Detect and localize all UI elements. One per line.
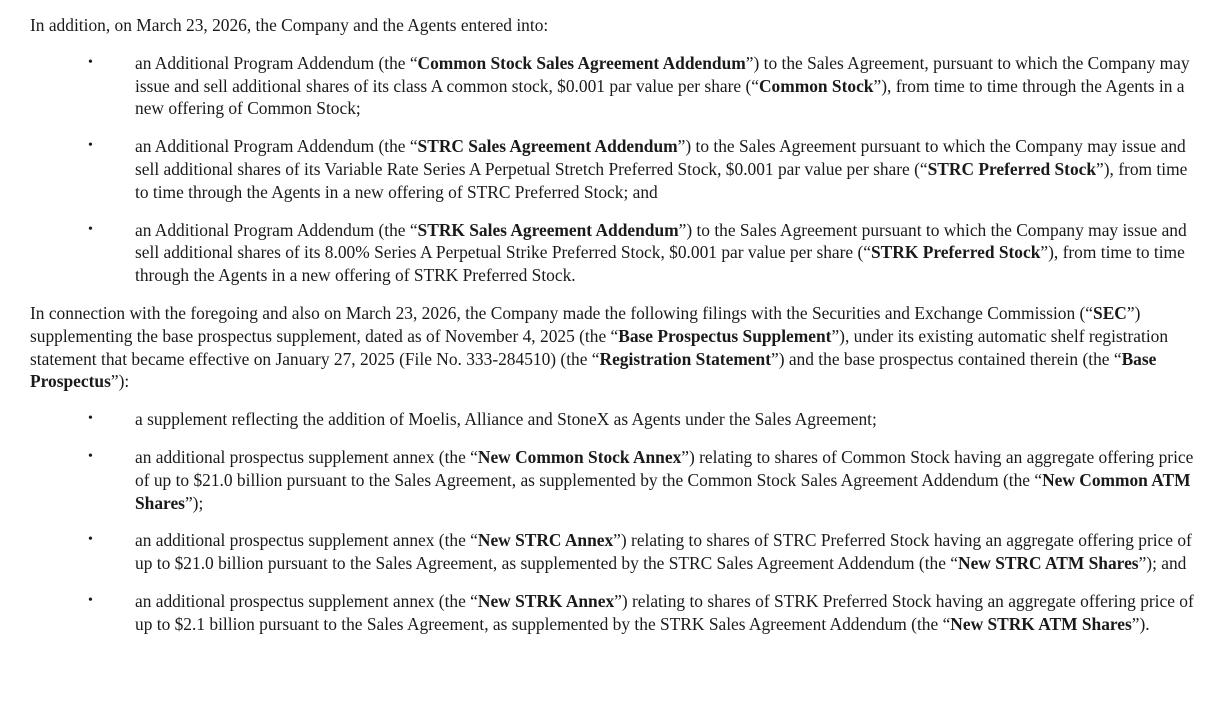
defined-term: New Common Stock Annex bbox=[477, 446, 682, 467]
defined-term: STRC Preferred Stock bbox=[927, 158, 1097, 179]
defined-term: New STRK ATM Shares bbox=[950, 613, 1132, 634]
list-item: • a supplement reflecting the addition of Moelis, Alliance and StoneX as Agents under the Sales Agreement; bbox=[88, 409, 877, 430]
defined-term: Base Prospectus bbox=[30, 348, 1157, 392]
filings-paragraph: In connection with the foregoing and also on March 23, 2026, the Company made the following filings with the Securities and Exchange Commission (“SEC”) supplementing the base prospectus supplement, dated as of November 4, 2025 (the “Base Prospectus Supplement”), under its existing automatic shelf registration statement that became effective on January 27, 2025 (File No. 333-284510) (the “Registration Statement”) and the base prospectus contained therein (the “Base Prospectus”): bbox=[30, 302, 1169, 392]
bullet-icon: • bbox=[88, 221, 93, 237]
bullet-icon: • bbox=[88, 532, 93, 548]
defined-term: New STRC ATM Shares bbox=[958, 553, 1139, 574]
list-item: • an Additional Program Addendum (the “Common Stock Sales Agreement Addendum”) to the Sales Agreement, pursuant to which the Company may issue and sell additional shares of its class A common stock, $0.001 par value per share (“Common Stock”), from time to time through the Agents in a new offering of Common Stock; bbox=[88, 52, 1190, 119]
bullet-icon: • bbox=[88, 411, 93, 427]
list-item: • an additional prospectus supplement annex (the “New Common Stock Annex”) relating to shares of Common Stock having an aggregate offering price of up to $21.0 billion pursuant to the Sales Agreement, as supplemented by the Common Stock Sales Agreement Addendum (the “New Common ATM Shares”); bbox=[88, 446, 1194, 513]
filings-list bbox=[30, 408, 1208, 635]
defined-term: STRK Sales Agreement Addendum bbox=[417, 219, 679, 240]
defined-term: New Common ATM Shares bbox=[135, 469, 1191, 513]
defined-term: Common Stock Sales Agreement Addendum bbox=[417, 52, 746, 73]
defined-term: New STRK Annex bbox=[477, 590, 615, 611]
bullet-icon: • bbox=[88, 54, 93, 70]
list-item: • an Additional Program Addendum (the “STRK Sales Agreement Addendum”) to the Sales Agreement pursuant to which the Company may issue and sell additional shares of its 8.00% Series A Perpetual Strike Preferred Stock, $0.001 par value per share (“STRK Preferred Stock”), from time to time through the Agents in a new offering of STRK Preferred Stock. bbox=[88, 219, 1187, 286]
addendum-list bbox=[30, 52, 1208, 287]
bullet-icon: • bbox=[88, 448, 93, 464]
intro-paragraph bbox=[30, 14, 1208, 37]
defined-term: SEC bbox=[1093, 302, 1127, 323]
list-item: • an additional prospectus supplement annex (the “New STRC Annex”) relating to shares of STRC Preferred Stock having an aggregate offering price of up to $21.0 billion pursuant to the Sales Agreement, as supplemented by the STRC Sales Agreement Addendum (the “New STRC ATM Shares”); and bbox=[88, 530, 1192, 574]
defined-term: Common Stock bbox=[758, 75, 874, 96]
defined-term: New STRC Annex bbox=[477, 530, 614, 551]
defined-term: Registration Statement bbox=[599, 348, 771, 369]
bullet-icon: • bbox=[88, 138, 93, 154]
defined-term: Base Prospectus Supplement bbox=[618, 325, 832, 346]
bullet-icon: • bbox=[88, 592, 93, 608]
list-item: • an Additional Program Addendum (the “STRC Sales Agreement Addendum”) to the Sales Agreement pursuant to which the Company may issue and sell additional shares of its Variable Rate Series A Perpetual Stretch Preferred Stock, $0.001 par value per share (“STRC Preferred Stock”), from time to time through the Agents in a new offering of STRC Preferred Stock; and bbox=[88, 136, 1188, 202]
list-item: • an additional prospectus supplement annex (the “New STRK Annex”) relating to shares of STRK Preferred Stock having an aggregate offering price of up to $2.1 billion pursuant to the Sales Agreement, as supplemented by the STRK Sales Agreement Addendum (the “New STRK ATM Shares”). bbox=[88, 590, 1194, 634]
defined-term: STRC Sales Agreement Addendum bbox=[417, 136, 678, 157]
defined-term: STRK Preferred Stock bbox=[871, 242, 1041, 263]
intro-text: In addition, on March 23, 2026, the Company and the Agents entered into: bbox=[30, 15, 549, 35]
